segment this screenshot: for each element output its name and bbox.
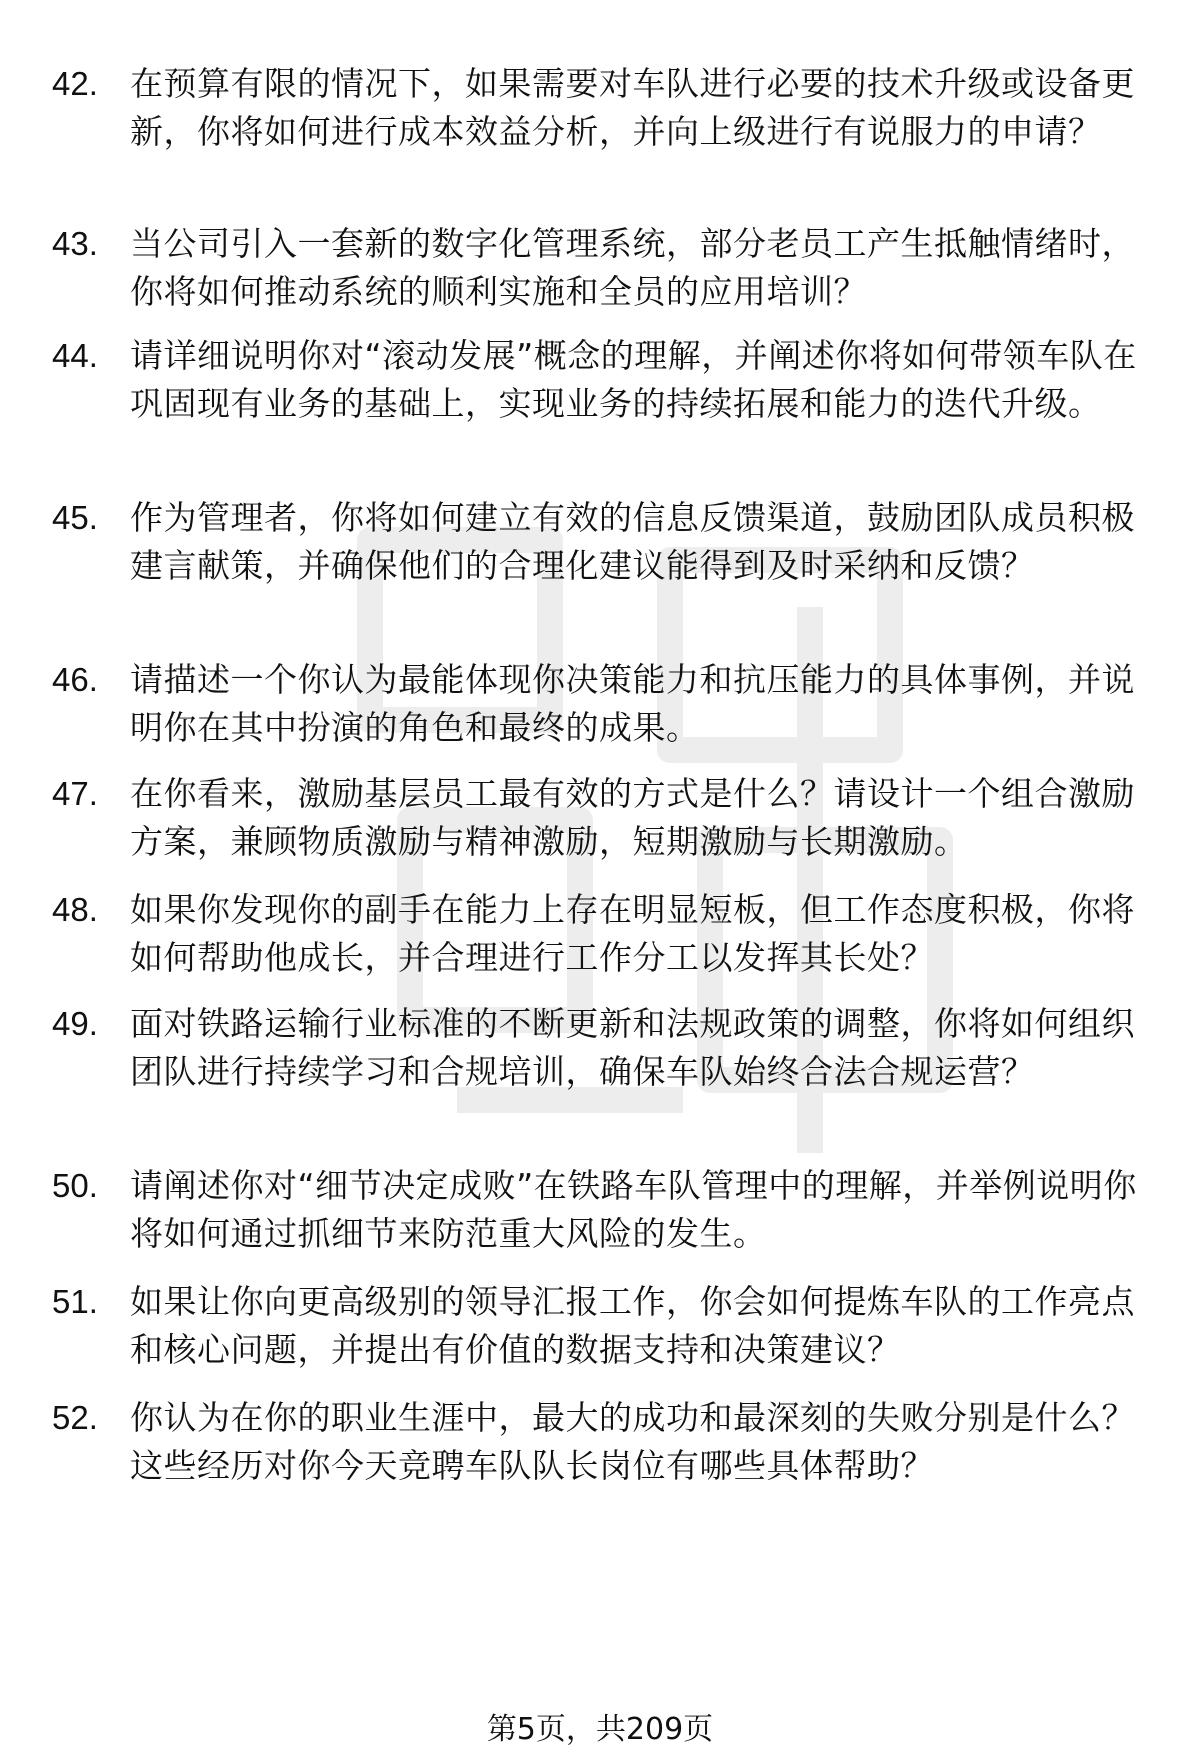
question-number: 43. [52,225,98,262]
question-text: 你认为在你的职业生涯中，最大的成功和最深刻的失败分别是什么？这些经历对你今天竞聘车队队长岗位有哪些具体帮助？ [130,1398,1135,1485]
question-number: 51. [52,1283,98,1320]
question-text: 如果你发现你的副手在能力上存在明显短板，但工作态度积极，你将如何帮助他成长，并合理进行工作分工以发挥其长处？ [130,890,1135,977]
question-number: 42. [52,65,98,102]
question-number: 46. [52,661,98,698]
question-text: 作为管理者，你将如何建立有效的信息反馈渠道，鼓励团队成员积极建言献策，并确保他们的合理化建议能得到及时采纳和反馈？ [130,498,1135,585]
question-text: 在你看来，激励基层员工最有效的方式是什么？请设计一个组合激励方案，兼顾物质激励与精神激励，短期激励与长期激励。 [130,774,1135,861]
question-text: 当公司引入一套新的数字化管理系统，部分老员工产生抵触情绪时，你将如何推动系统的顺利实施和全员的应用培训？ [130,224,1135,311]
question-text: 请详细说明你对“滚动发展”概念的理解，并阐述你将如何带领车队在巩固现有业务的基础上，实现业务的持续拓展和能力的迭代升级。 [130,336,1137,423]
question-text: 面对铁路运输行业标准的不断更新和法规政策的调整，你将如何组织团队进行持续学习和合规培训，确保车队始终合法合规运营？ [130,1004,1135,1091]
question-number: 45. [52,499,98,536]
question-text: 如果让你向更高级别的领导汇报工作，你会如何提炼车队的工作亮点和核心问题，并提出有价值的数据支持和决策建议？ [130,1282,1135,1369]
page-footer: 第5页，共209页 [486,1712,714,1747]
question-number: 48. [52,891,98,928]
question-text: 请阐述你对“细节决定成败”在铁路车队管理中的理解，并举例说明你将如何通过抓细节来防范重大风险的发生。 [130,1166,1137,1253]
question-number: 50. [52,1167,98,1204]
question-text: 请描述一个你认为最能体现你决策能力和抗压能力的具体事例，并说明你在其中扮演的角色和最终的成果。 [130,660,1135,747]
question-number: 44. [52,337,98,374]
question-number: 49. [52,1005,98,1042]
question-number: 47. [52,775,98,812]
question-number: 52. [52,1399,98,1436]
question-text: 在预算有限的情况下，如果需要对车队进行必要的技术升级或设备更新，你将如何进行成本效益分析，并向上级进行有说服力的申请？ [130,64,1135,151]
